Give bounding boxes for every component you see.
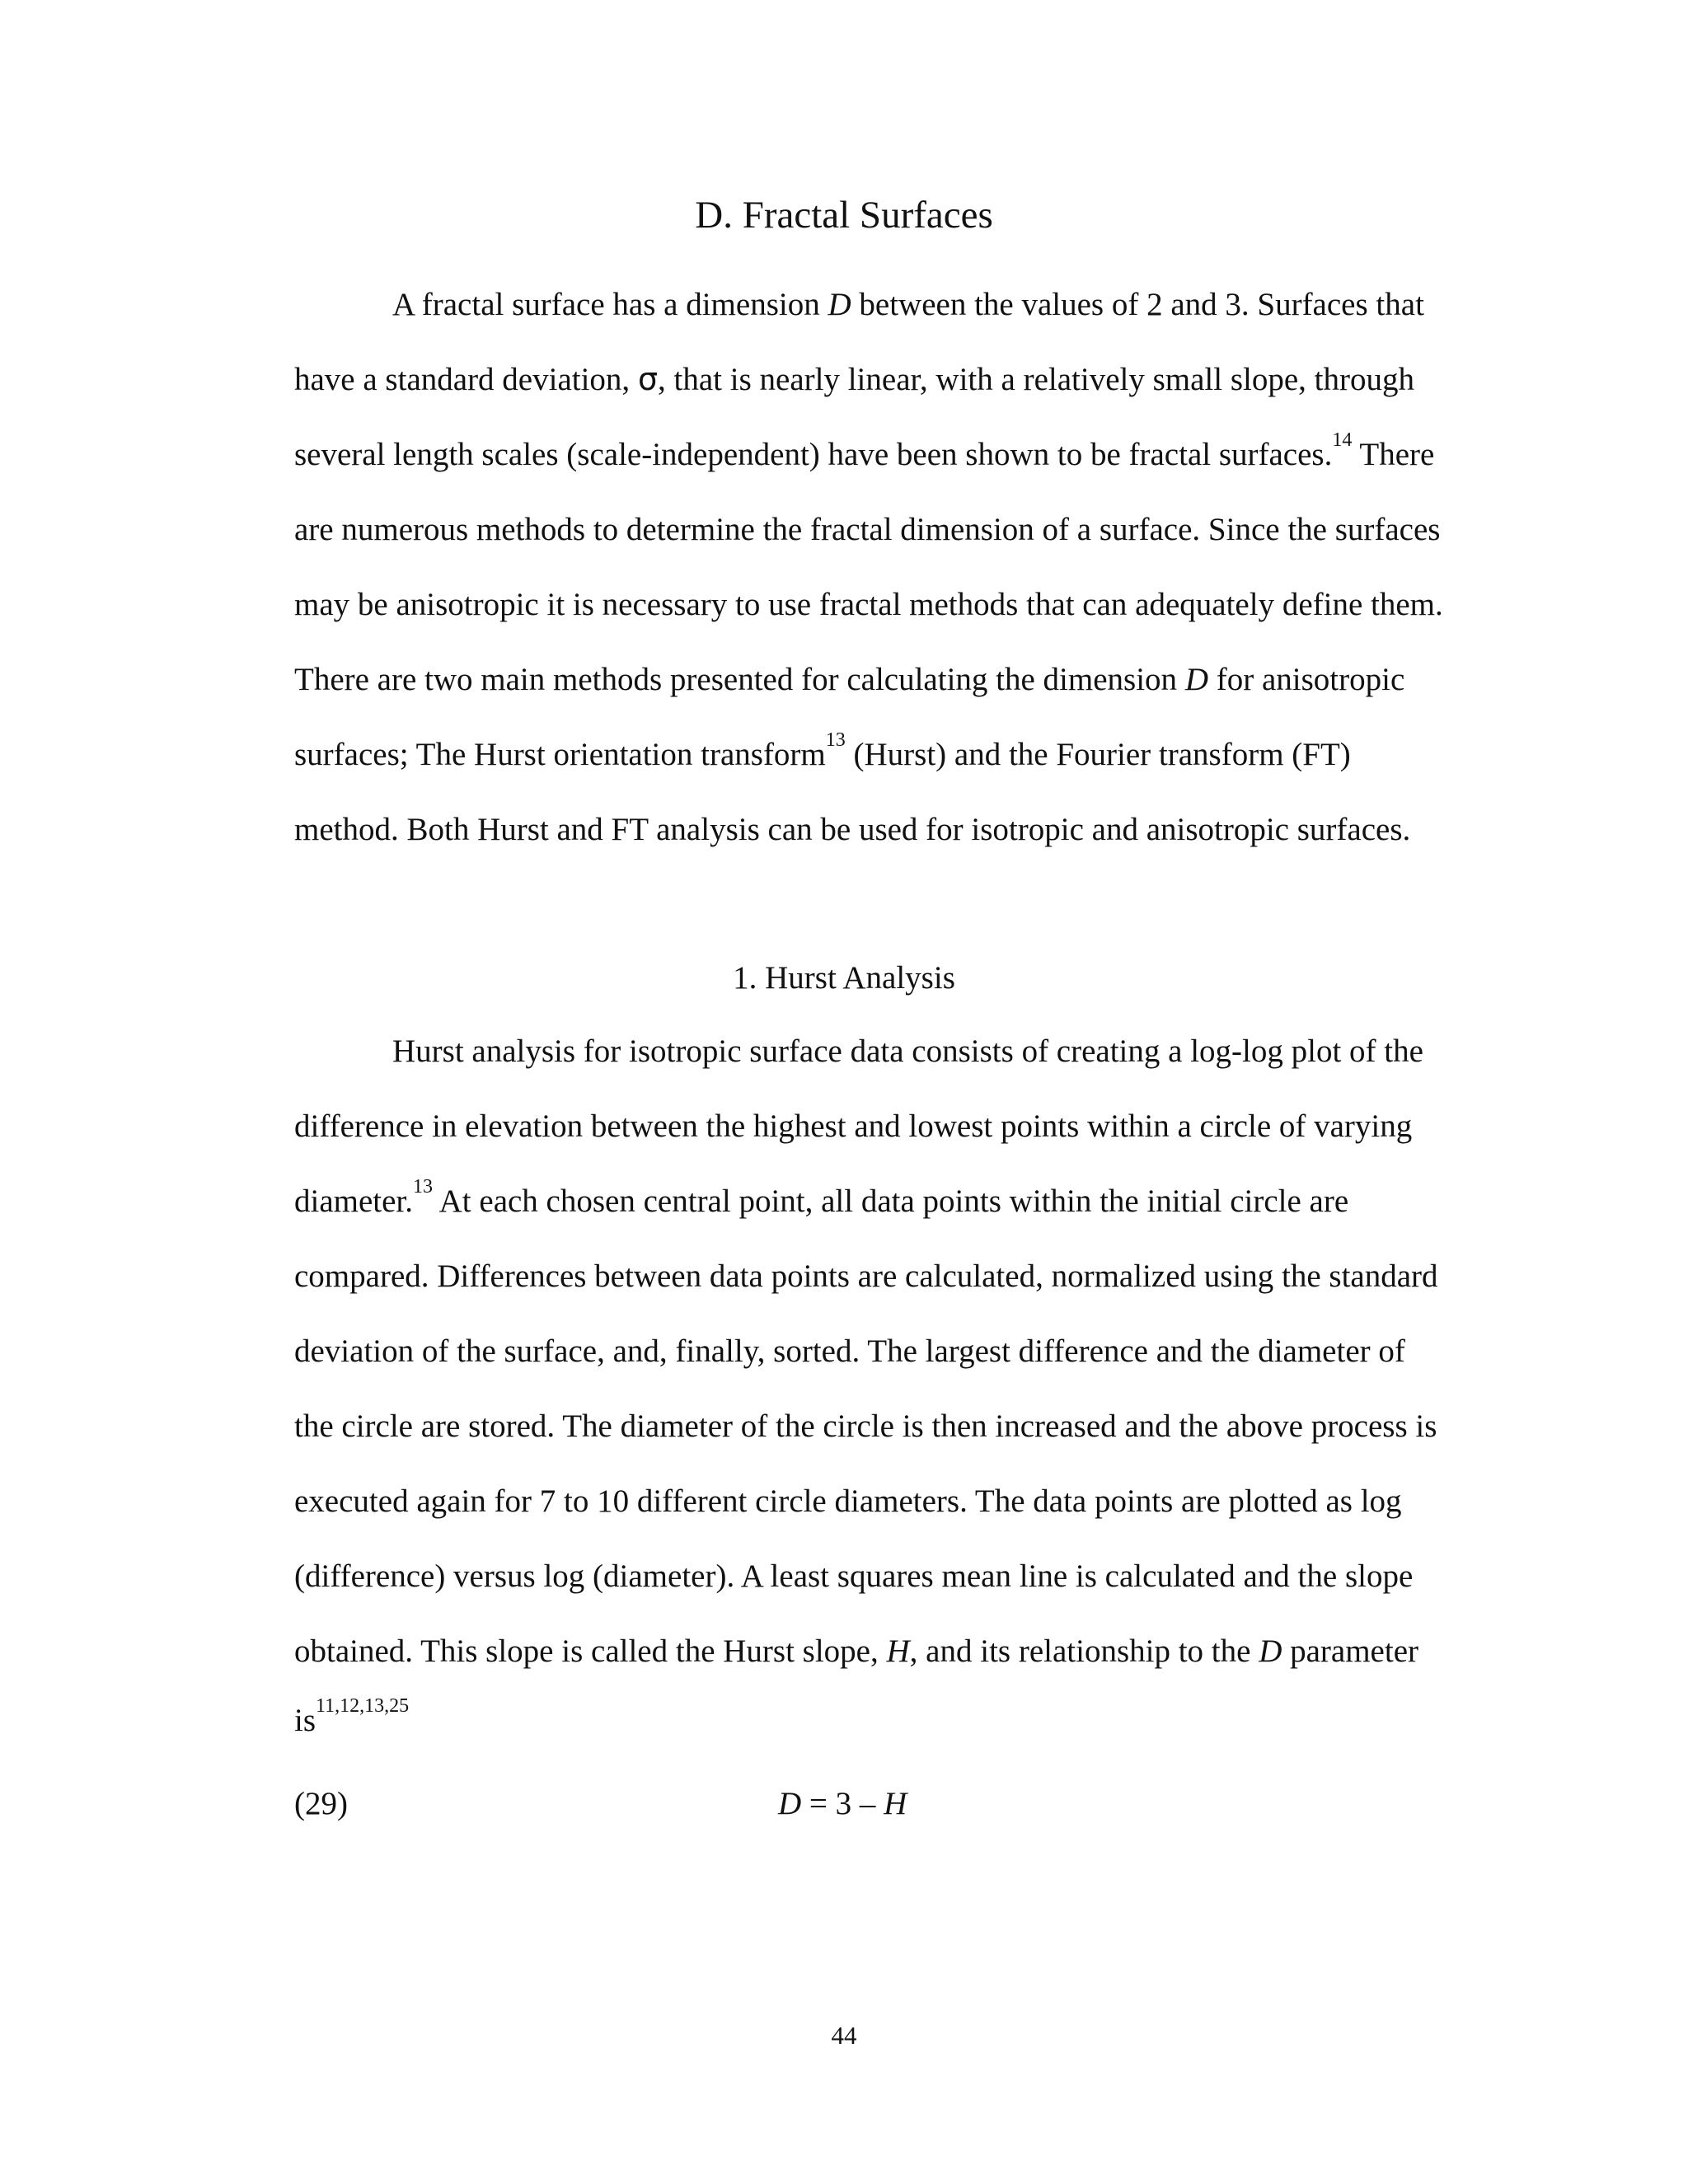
equation-number: (29) <box>294 1786 348 1821</box>
page-number: 44 <box>831 2021 857 2050</box>
paragraph-2-line-8: (difference) versus log (diameter). A least squares mean line is calculated and the slope <box>294 1558 1414 1594</box>
text-run: diameter. <box>294 1183 414 1219</box>
paragraph-1-line-3 <box>294 429 1435 472</box>
citation-ref: 14 <box>1332 429 1353 451</box>
paragraph-1-line-7 <box>294 729 1351 772</box>
paragraph-1-line-4: are numerous methods to determine the fractal dimension of a surface. Since the surfaces <box>294 512 1441 547</box>
citation-ref: 11,12,13,25 <box>316 1695 410 1717</box>
paragraph-2-line-5: deviation of the surface, and, finally, sorted. The largest difference and the diameter of <box>294 1333 1405 1369</box>
sigma-symbol: σ <box>637 361 659 397</box>
citation-ref: 13 <box>825 729 846 751</box>
text-run: surfaces; The Hurst orientation transform <box>294 737 826 772</box>
variable-h: H <box>886 1633 910 1669</box>
paragraph-1-line-6 <box>294 663 1404 696</box>
text-run: , and its relationship to the <box>909 1633 1259 1669</box>
paragraph-2-line-1: Hurst analysis for isotropic surface data consists of creating a log-log plot of the <box>392 1033 1423 1069</box>
text-run: (Hurst) and the Fourier transform (FT) <box>845 737 1351 772</box>
paragraph-2-line-10 <box>294 1695 410 1738</box>
paragraph-2-line-2: difference in elevation between the highest and lowest points within a circle of varying <box>294 1108 1413 1144</box>
text-run: for anisotropic <box>1207 662 1405 697</box>
subsection-title: 1. Hurst Analysis <box>733 960 955 996</box>
section-title: D. Fractal Surfaces <box>695 194 993 237</box>
paragraph-1-line-2 <box>294 363 1414 396</box>
paragraph-1-line-1 <box>392 288 1424 321</box>
text-run: is <box>294 1703 316 1738</box>
equation-operator: = 3 – <box>801 1786 884 1821</box>
text-run: There are two main methods presented for calculating the dimension <box>294 662 1185 697</box>
variable-d: D <box>1184 662 1208 697</box>
equation <box>778 1785 907 1822</box>
paragraph-2-line-9 <box>294 1635 1418 1667</box>
variable-d: D <box>1259 1633 1282 1669</box>
text-run: At each chosen central point, all data points within the initial circle are <box>433 1183 1349 1219</box>
text-run: parameter <box>1282 1633 1418 1669</box>
text-run: , that is nearly linear, with a relatively small slope, through <box>658 362 1414 397</box>
text-run: between the values of 2 and 3. Surfaces that <box>851 287 1424 322</box>
text-run: several length scales (scale-independent) have been shown to be fractal surfaces. <box>294 437 1333 472</box>
text-run: There <box>1352 437 1435 472</box>
text-run: have a standard deviation, <box>294 362 638 397</box>
equation-rhs: H <box>884 1786 907 1821</box>
variable-d: D <box>828 287 851 322</box>
text-run: A fractal surface has a dimension <box>392 287 828 322</box>
paragraph-1-line-8: method. Both Hurst and FT analysis can be used for isotropic and anisotropic surfaces. <box>294 812 1411 847</box>
paragraph-1-line-5: may be anisotropic it is necessary to use fractal methods that can adequately define them. <box>294 587 1443 622</box>
paragraph-2-line-4: compared. Differences between data points are calculated, normalized using the standard <box>294 1258 1438 1294</box>
paragraph-2-line-3 <box>294 1176 1349 1219</box>
text-run: obtained. This slope is called the Hurst slope, <box>294 1633 887 1669</box>
paragraph-2-line-6: the circle are stored. The diameter of the circle is then increased and the above process is <box>294 1408 1437 1444</box>
citation-ref: 13 <box>413 1176 434 1197</box>
paragraph-2-line-7: executed again for 7 to 10 different circle diameters. The data points are plotted as log <box>294 1483 1402 1519</box>
equation-lhs: D <box>778 1786 802 1821</box>
